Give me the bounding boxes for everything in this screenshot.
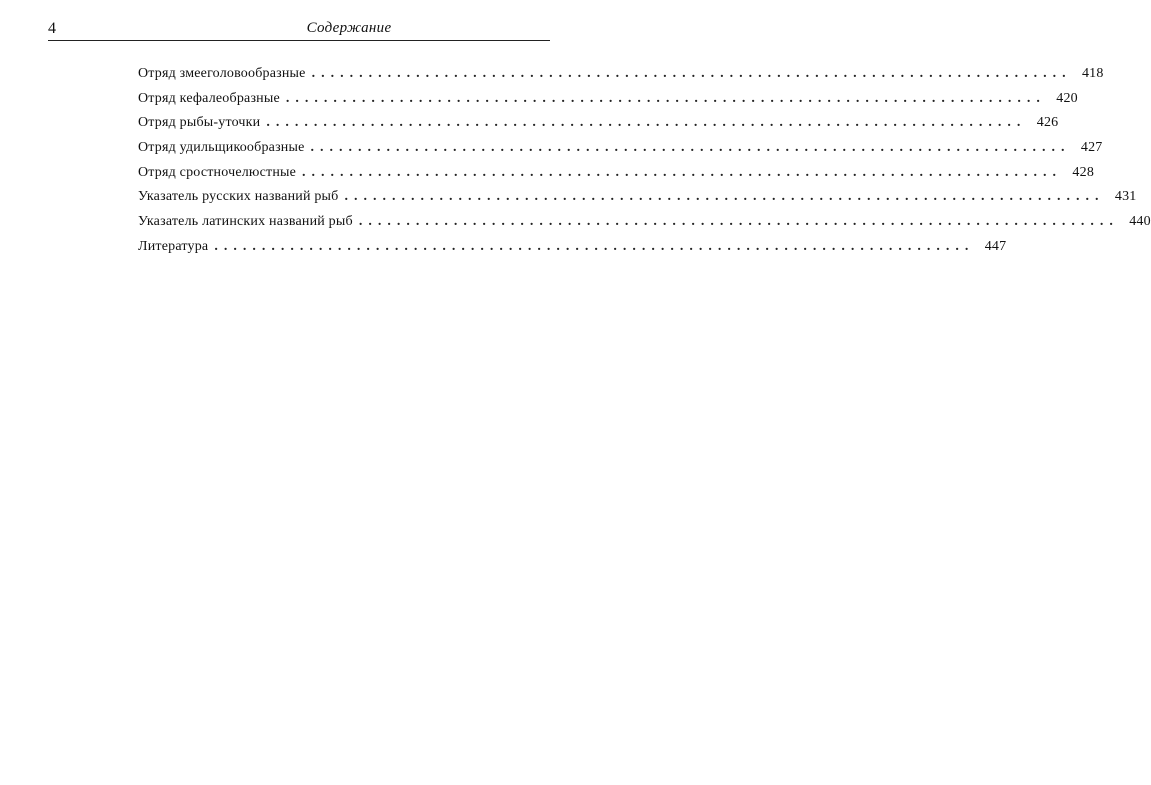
toc-entry: [138, 214, 1151, 239]
table-of-contents: [138, 66, 1151, 264]
toc-entry-title: Указатель русских названий рыб: [138, 189, 339, 205]
toc-dot-leader: ................................................................................: [311, 66, 1072, 81]
toc-entry: [138, 90, 1078, 116]
toc-entry-title: Отряд рыбы-уточки: [138, 115, 261, 131]
toc-entry-page: 428: [1072, 164, 1095, 180]
running-title: Содержание: [306, 20, 392, 36]
toc-dot-leader: ................................................................................: [344, 189, 1105, 205]
toc-dot-leader: ................................................................................: [310, 140, 1071, 156]
toc-entry-page: 420: [1056, 90, 1078, 106]
page-header: [48, 18, 550, 41]
toc-dot-leader: ................................................................................: [285, 90, 1046, 106]
toc-dot-leader: ................................................................................: [266, 115, 1027, 131]
toc-entry-title: Отряд кефалеобразные: [138, 90, 280, 106]
toc-entry: [138, 66, 1104, 91]
toc-entry-title: Отряд удильщикообразные: [138, 140, 305, 156]
toc-entry: [138, 115, 1059, 140]
toc-entry-title: Литература: [138, 238, 209, 254]
toc-entry-title: Указатель латинских названий рыб: [138, 214, 353, 230]
toc-dot-leader: ................................................................................: [214, 238, 975, 254]
toc-entry-page: 440: [1129, 214, 1151, 230]
toc-entry-title: Отряд змееголовообразные: [138, 66, 306, 81]
toc-entry-page: 418: [1081, 66, 1104, 81]
page-number: 4: [48, 20, 56, 37]
toc-entry-title: Отряд сростночелюстные: [138, 164, 297, 180]
toc-entry-page: 431: [1114, 189, 1137, 205]
toc-entry: [138, 164, 1095, 190]
toc-dot-leader: ................................................................................: [302, 164, 1063, 180]
toc-entry-page: 427: [1080, 140, 1103, 156]
toc-entry-page: 447: [984, 238, 1007, 254]
toc-entry: [138, 238, 1007, 264]
toc-entry: [138, 189, 1137, 214]
toc-dot-leader: ................................................................................: [358, 214, 1119, 230]
toc-entry: [138, 140, 1103, 165]
toc-entry-page: 426: [1036, 115, 1059, 131]
